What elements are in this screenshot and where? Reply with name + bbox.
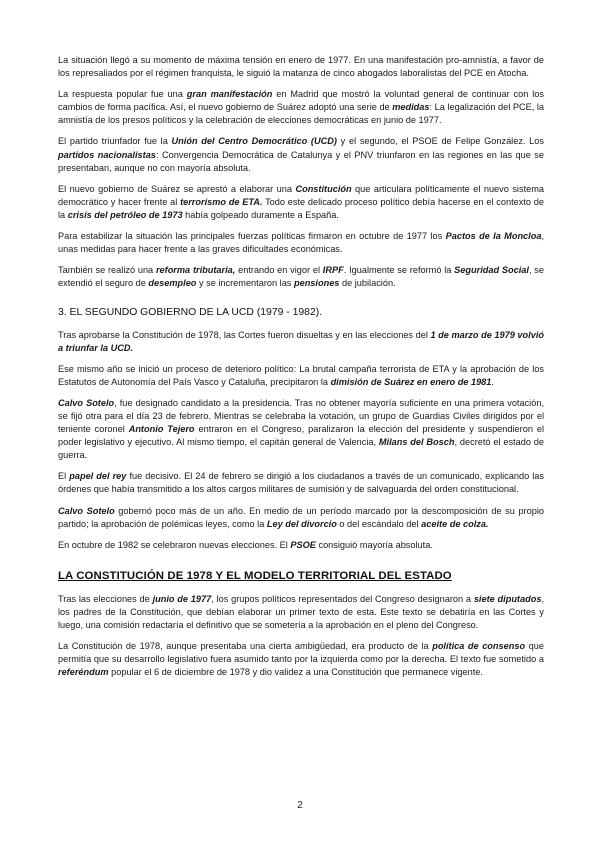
body-text: o del escándalo del xyxy=(336,518,422,529)
page-number: 2 xyxy=(297,800,303,811)
emphasis-text: pensiones xyxy=(293,278,340,289)
body-text: que permitía que su desarrollo legislativo fuera asumido tanto por la izquierda como por la derecha. El texto fue sometido a xyxy=(58,641,544,665)
body-text: La respuesta popular fue una xyxy=(58,89,187,100)
emphasis-text: junio de 1977 xyxy=(152,593,212,604)
emphasis-text: referéndum xyxy=(58,667,109,678)
body-text: Tras aprobarse la Constitución de 1978, las Cortes fueron disueltas y en las elecciones del xyxy=(58,329,431,340)
paragraph xyxy=(58,397,544,462)
body-text: , unas medidas para hacer frente a las graves dificultades económicas. xyxy=(58,231,545,255)
paragraph xyxy=(58,135,544,174)
paragraph xyxy=(58,539,544,552)
body-text: Para estabilizar la situación las principales fuerzas políticas firmaron en octubre de 1977 los xyxy=(58,231,446,242)
body-text: En octubre de 1982 se celebraron nuevas elecciones. El xyxy=(58,539,291,550)
emphasis-text: siete diputados xyxy=(473,593,542,604)
paragraph xyxy=(58,88,544,127)
body-text: La Constitución de 1978, aunque presentaba una cierta ambigüedad, era producto de la xyxy=(58,641,433,652)
body-text: de jubilación. xyxy=(339,278,396,289)
emphasis-text: papel del rey xyxy=(69,471,127,482)
paragraph xyxy=(58,470,544,496)
body-text: entraron en el Congreso, paralizaron la elección del presidente y suspendieron el poder legislativo y ejecutivo. Al mismo tiempo, el capitán general de Valencia, xyxy=(58,424,545,448)
emphasis-text: dimisión de Suárez en enero de 1981 xyxy=(330,376,492,387)
paragraph xyxy=(58,329,544,355)
body-text: popular el 6 de diciembre de 1978 y dio validez a una Constitución que permanece vigente. xyxy=(108,667,483,678)
emphasis-text: crisis del petróleo de 1973 xyxy=(67,209,183,220)
paragraph xyxy=(58,505,544,531)
emphasis-text: terrorismo de ETA. xyxy=(180,196,263,207)
paragraph xyxy=(58,593,544,632)
emphasis-text: reforma tributaria, xyxy=(155,265,236,276)
emphasis-text: PSOE xyxy=(290,539,316,550)
body-text: , fue designado candidato a la presidencia. Tras no obtener mayoría suficiente en una primera votación, se fijó otra para el día 23 de febrero. Mientras se celebraba la votación, un grupo de Guardias Civiles dirigidos por el teniente coronel xyxy=(58,397,545,435)
body-text: Tras las elecciones de xyxy=(58,593,153,604)
body-text: y el segundo, el PSOE de Felipe González. Los xyxy=(336,136,544,147)
emphasis-text: aceite de colza. xyxy=(421,518,489,529)
paragraph xyxy=(58,230,544,256)
paragraph xyxy=(58,54,544,80)
body-text: entrando en vigor el xyxy=(235,265,323,276)
emphasis-text: partidos nacionalistas xyxy=(58,149,156,160)
emphasis-text: Unión del Centro Democrático (UCD) xyxy=(171,136,337,147)
paragraph xyxy=(58,363,544,389)
body-text: y se incrementaron las xyxy=(196,278,294,289)
body-text: que articulara políticamente el nuevo sistema democrático y hacer frente al xyxy=(58,183,544,207)
body-text: También se realizó una xyxy=(58,265,156,276)
emphasis-text: 1 de marzo de 1979 volvió a triunfar la UCD. xyxy=(58,329,544,353)
body-text: gobernó poco más de un año. En medio de un período marcado por la descomposición de su propio partido; la aprobación de polémicas leyes, como la xyxy=(58,505,544,529)
emphasis-text: Milans del Bosch xyxy=(378,437,455,448)
paragraph xyxy=(58,264,544,290)
body-text: , se extendió el seguro de xyxy=(58,265,544,289)
emphasis-text: Calvo Sotelo xyxy=(58,397,115,408)
body-text: había golpeado duramente a España. xyxy=(182,209,339,220)
paragraph xyxy=(58,183,544,222)
body-text: , decretó el estado de guerra. xyxy=(58,437,544,461)
body-text: fue decisivo. El 24 de febrero se dirigió a los ciudadanos a través de un comunicado, explicando las órdenes que había transmitido a los altos cargos militares de sumisión y de salvaguarda del orden constitucional. xyxy=(58,471,544,495)
section-heading: 3. EL SEGUNDO GOBIERNO DE LA UCD (1979 - 1982). xyxy=(58,307,323,319)
body-text: El xyxy=(58,471,70,482)
body-text: : La legalización del PCE, la amnistía de los presos políticos y la celebración de elecciones democráticas en junio de 1977. xyxy=(58,102,544,126)
body-text: , los padres de la Constitución, que debían elaborar un primer texto de esta. Este texto se debatiría en las Cortes y luego, una comisión redactaría el definitivo que se sometería a la aprobación en el pleno del Congreso. xyxy=(58,593,544,631)
emphasis-text: Constitución xyxy=(295,183,352,194)
body-text: Todo este delicado proceso político debía hacerse en el contexto de la xyxy=(58,196,544,220)
emphasis-text: medidas xyxy=(392,102,430,113)
body-text: . Igualmente se reformó la xyxy=(343,265,455,276)
emphasis-text: política de consenso xyxy=(432,641,526,652)
emphasis-text: Seguridad Social xyxy=(454,265,529,276)
emphasis-text: IRPF xyxy=(322,265,344,276)
emphasis-text: Ley del divorcio xyxy=(266,518,337,529)
emphasis-text: Calvo Sotelo xyxy=(58,505,115,516)
body-text: . xyxy=(491,376,494,387)
body-text: Ese mismo año se inició un proceso de deterioro político: La brutal campaña terrorista de ETA y la aprobación de los Estatutos de Autonomía del País Vasco y Cataluña, precipitaron la xyxy=(58,363,544,387)
body-text: : Convergencia Democrática de Catalunya y el PNV triunfaron en las regiones en las que se presentaban, aunque no con mayoría absoluta. xyxy=(58,149,545,173)
emphasis-text: Pactos de la Moncloa xyxy=(445,231,542,242)
body-text: , los grupos políticos representados del Congreso designaron a xyxy=(211,593,474,604)
body-text: El nuevo gobierno de Suárez se aprestó a elaborar una xyxy=(58,183,296,194)
body-text: La situación llegó a su momento de máxima tensión en enero de 1977. En una manifestación pro-amnistía, a favor de los represaliados por el régimen franquista, le siguió la matanza de cinco abogados laboralistas del PCE en Atocha. xyxy=(58,55,544,79)
emphasis-text: Antonio Tejero xyxy=(128,424,195,435)
body-text: El partido triunfador fue la xyxy=(58,136,172,147)
paragraph xyxy=(58,640,544,679)
body-text: en Madrid que mostró la voluntad general de continuar con los cambios de forma pacífica. Así, el nuevo gobierno de Suárez adoptó una serie de xyxy=(58,89,544,113)
body-text: consiguió mayoría absoluta. xyxy=(315,539,433,550)
document-page xyxy=(58,54,544,687)
chapter-heading: LA CONSTITUCIÓN DE 1978 Y EL MODELO TERRITORIAL DEL ESTADO xyxy=(58,569,452,582)
emphasis-text: gran manifestación xyxy=(186,89,273,100)
emphasis-text: desempleo xyxy=(148,278,197,289)
